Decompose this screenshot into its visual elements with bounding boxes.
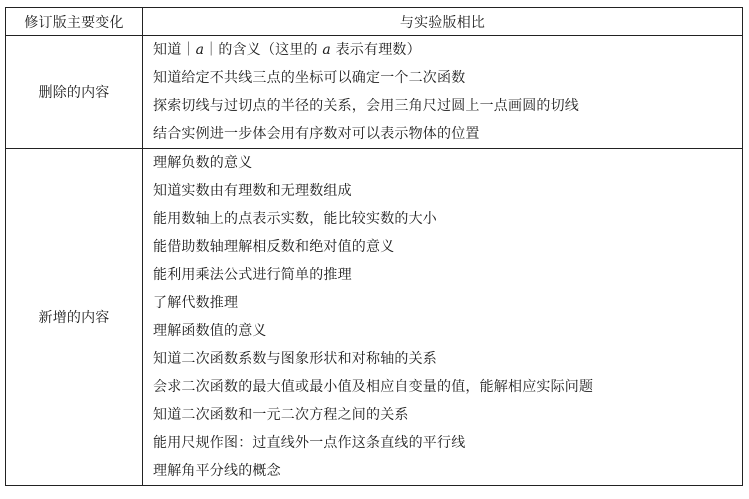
list-item [143,289,742,317]
list-item [143,317,742,345]
item-list [143,149,742,485]
item-text: 能用尺规作图：过直线外一点作这条直线的平行线 [153,435,466,451]
group-label: 新增的内容 [6,149,143,486]
math-variable: a [195,42,205,58]
list-item [143,261,742,289]
item-text: 理解角平分线的概念 [153,463,281,479]
list-item [143,205,742,233]
item-text: 了解代数推理 [153,295,239,311]
group-label: 删除的内容 [6,36,143,149]
list-item [143,64,742,92]
item-text: 理解负数的意义 [153,155,253,171]
group-items-cell [143,149,743,486]
item-text: 知道二次函数和一元二次方程之间的关系 [153,407,409,423]
item-text: 知道｜ [153,42,196,58]
item-text: 知道给定不共线三点的坐标可以确定一个二次函数 [153,70,466,86]
item-text: 能用数轴上的点表示实数，能比较实数的大小 [153,211,437,227]
item-text: 知道二次函数系数与图象形状和对称轴的关系 [153,351,437,367]
header-comparison: 与实验版相比 [143,8,743,36]
table-body [6,36,743,486]
item-text: ｜的含义（这里的 [204,42,323,58]
item-text: 会求二次函数的最大值或最小值及相应自变量的值，能解相应实际问题 [153,379,594,395]
list-item [143,373,742,401]
table-row [6,36,743,149]
list-item [143,149,742,177]
comparison-table [5,7,743,486]
group-items-cell [143,36,743,149]
list-item [143,177,742,205]
list-item [143,401,742,429]
table-row [6,149,743,486]
table-header [6,8,743,36]
math-variable: a [322,42,331,58]
item-text: 结合实例进一步体会用有序数对可以表示物体的位置 [153,126,480,142]
table-header-row [6,8,743,36]
item-text: 能借助数轴理解相反数和绝对值的意义 [153,239,395,255]
list-item [143,233,742,261]
item-text: 表示有理数） [330,42,421,58]
item-list [143,36,742,148]
list-item [143,345,742,373]
list-item [143,457,742,485]
list-item [143,120,742,148]
item-text: 能利用乘法公式进行简单的推理 [153,267,352,283]
list-item [143,92,742,120]
item-text: 理解函数值的意义 [153,323,267,339]
list-item [143,429,742,457]
item-text: 探索切线与过切点的半径的关系，会用三角尺过圆上一点画圆的切线 [153,98,579,114]
header-category: 修订版主要变化 [6,8,143,36]
list-item [143,36,742,64]
item-text: 知道实数由有理数和无理数组成 [153,183,352,199]
